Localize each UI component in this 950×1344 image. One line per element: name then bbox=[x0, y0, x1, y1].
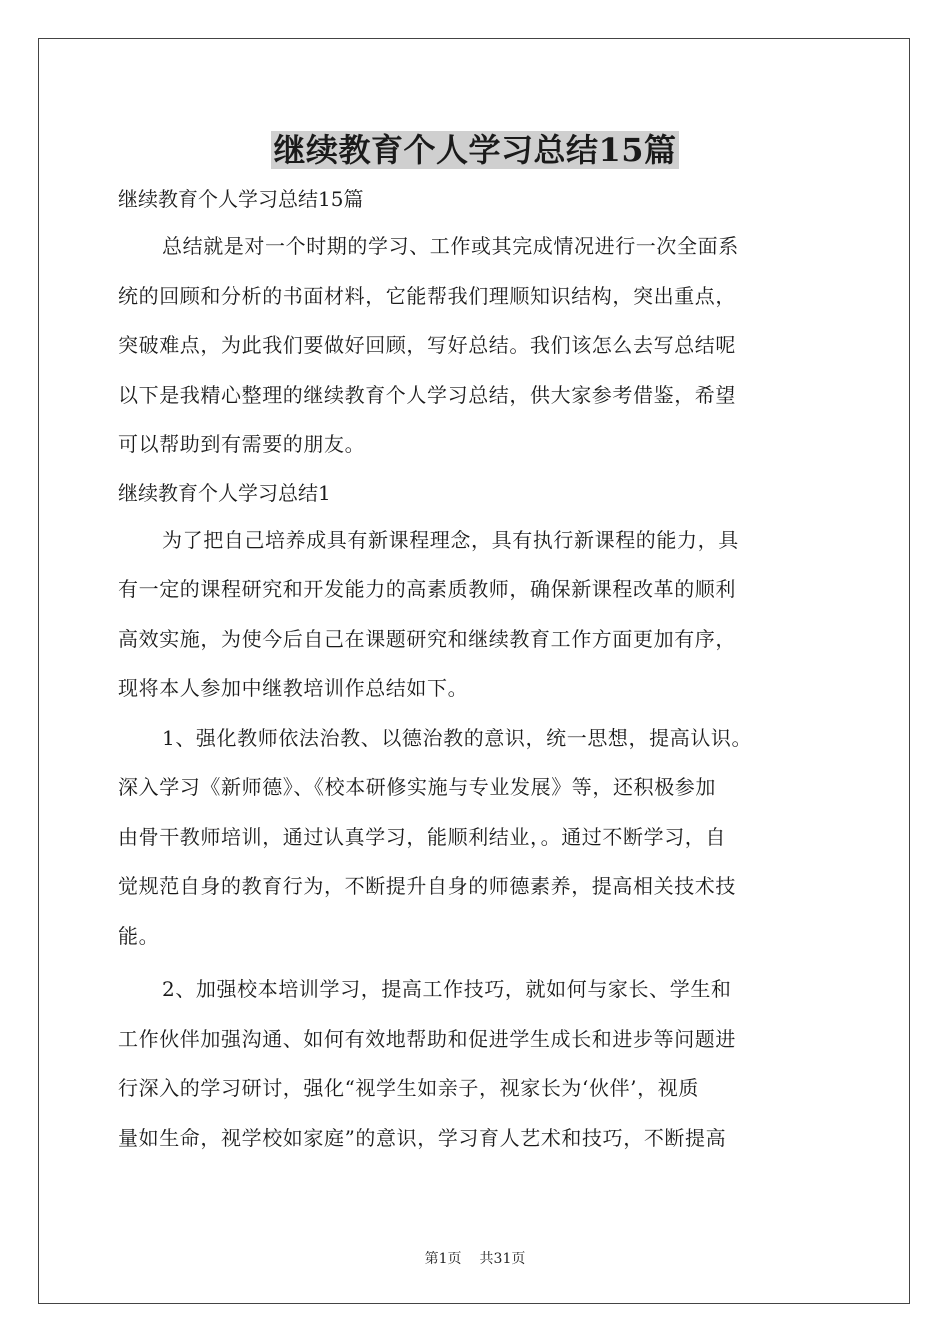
paragraph-1 bbox=[118, 516, 838, 714]
intro-line: 以下是我精心整理的继续教育个人学习总结，供大家参考借鉴，希望 bbox=[118, 382, 736, 407]
page-number-current: 第1页 bbox=[424, 1251, 462, 1267]
intro-line: 总结就是对一个时期的学习、工作或其完成情况进行一次全面系 bbox=[162, 234, 739, 258]
paragraph-line: 能。 bbox=[118, 923, 160, 948]
paragraph-line: 2、加强校本培训学习，提高工作技巧，就如何与家长、学生和 bbox=[162, 977, 732, 1001]
document-title bbox=[0, 128, 950, 172]
paragraph-line: 由骨干教师培训，通过认真学习，能顺利结业，。通过不断学习，自 bbox=[118, 824, 726, 849]
intro-line: 可以帮助到有需要的朋友。 bbox=[118, 432, 366, 456]
intro-line: 统的回顾和分析的书面材料，它能帮我们理顺知识结构，突出重点， bbox=[118, 283, 736, 308]
document-title-text: 继续教育个人学习总结15篇 bbox=[273, 131, 677, 169]
paragraph-line: 觉规范自身的教育行为，不断提升自身的师德素养，提高相关技术技 bbox=[118, 874, 736, 898]
intro-paragraph bbox=[118, 222, 838, 470]
paragraph-line: 现将本人参加中继教培训作总结如下。 bbox=[118, 676, 469, 700]
paragraph-2 bbox=[118, 714, 838, 962]
paragraph-line: 量如生命，视学校如家庭”的意识，学习育人艺术和技巧，不断提高 bbox=[118, 1125, 727, 1150]
paragraph-3 bbox=[118, 965, 838, 1163]
paragraph-line: 高效实施，为使今后自己在课题研究和继续教育工作方面更加有序， bbox=[118, 626, 736, 651]
intro-line: 突破难点，为此我们要做好回顾，写好总结。我们该怎么去写总结呢 bbox=[118, 333, 736, 357]
paragraph-line: 深入学习《新师德》、《校本研修实施与专业发展》等，还积极参加 bbox=[118, 775, 716, 799]
document-body bbox=[118, 176, 838, 1163]
paragraph-line: 为了把自己培养成具有新课程理念，具有执行新课程的能力，具 bbox=[162, 527, 739, 552]
paragraph-line: 工作伙伴加强沟通、如何有效地帮助和促进学生成长和进步等问题进 bbox=[118, 1026, 736, 1051]
page-footer bbox=[0, 1248, 950, 1268]
section-heading: 继续教育个人学习总结1 bbox=[118, 480, 331, 505]
paragraph-line: 1、强化教师依法治教、以德治教的意识，统一思想，提高认识。 bbox=[162, 725, 753, 750]
paragraph-line: 行深入的学习研讨，强化“视学生如亲子，视家长为‘伙伴’，视质 bbox=[118, 1076, 699, 1100]
document-subtitle: 继续教育个人学习总结15篇 bbox=[118, 187, 364, 211]
page-number-total: 共31页 bbox=[479, 1251, 526, 1267]
paragraph-line: 有一定的课程研究和开发能力的高素质教师，确保新课程改革的顺利 bbox=[118, 577, 736, 601]
